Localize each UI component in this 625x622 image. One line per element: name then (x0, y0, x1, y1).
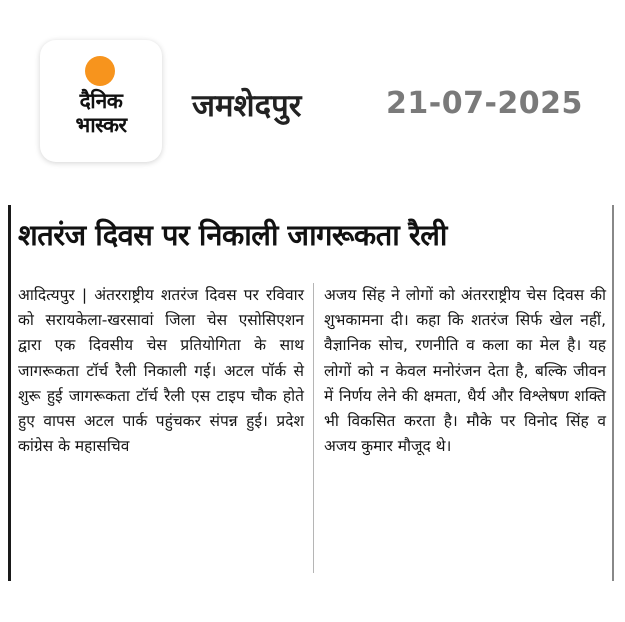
logo-text-line1: दैनिक (79, 89, 123, 113)
article-column-left: आदित्यपुर | अंतरराष्ट्रीय शतरंज दिवस पर रविवार को सरायकेला-खरसावां जिला चेस एसोसिएशन द्वारा एक दिवसीय चेस प्रतियोगिता के साथ जागरूकता टॉर्च रैली निकाली गई। अटल पॉर्क से शुरू हुई जागरूकता टॉर्च रैली एस टाइप चौक होते हुए वापस अटल पार्क पहुंचकर संपन्न हुई। प्रदेश कांग्रेस के महासचिव (18, 286, 304, 456)
article-headline: शतरंज दिवस पर निकाली जागरूकता रैली (18, 218, 447, 252)
sun-icon (85, 56, 115, 86)
news-clipping (8, 205, 614, 581)
article-column-right: अजय सिंह ने लोगों को अंतरराष्ट्रीय चेस दिवस की शुभकामना दी। कहा कि शतरंज सिर्फ खेल नहीं, वैज्ञानिक सोच, रणनीति व कला का मेल है। यह लोगों को न केवल मनोरंजन देता है, बल्कि जीवन में निर्णय लेने की क्षमता, धैर्य और विश्लेषण शक्ति भी विकसित करता है। मौके पर विनोद सिंह व अजय कुमार मौजूद थे। (324, 286, 606, 456)
edition-date: 21-07-2025 (386, 86, 583, 121)
column-divider (313, 283, 314, 573)
newspaper-logo (40, 40, 162, 162)
clipping-left-border (8, 205, 11, 581)
logo-text-line2: भास्कर (75, 113, 127, 137)
edition-city: जमशेदपुर (192, 88, 302, 124)
clipping-right-border (612, 205, 614, 581)
